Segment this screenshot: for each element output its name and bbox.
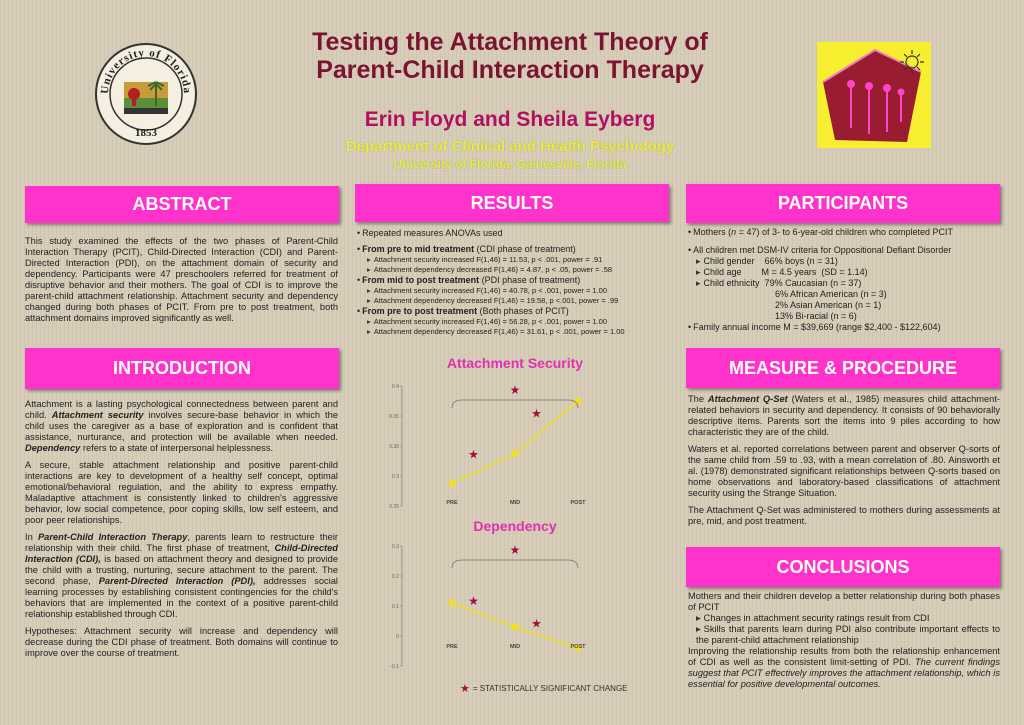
legend-text: = STATISTICALLY SIGNIFICANT CHANGE — [472, 684, 628, 693]
university: University of Florida, Gainesville, Florida — [393, 157, 627, 171]
introduction-header — [25, 348, 339, 389]
participants-ethnicity-4: 13% Bi-racial (n = 6) — [775, 311, 857, 321]
dependency-ytick-label: 0.2 — [392, 574, 399, 580]
dependency-mid-post-star: ★ — [531, 616, 542, 631]
conclusions-sub-1: ▸ Changes in attachment security ratings result from CDI — [688, 613, 1000, 624]
participants-ethnicity-1: ▸ Child ethnicity 79% Caucasian (n = 37) — [688, 278, 1008, 289]
dependency-point-pre — [449, 600, 455, 606]
university-seal — [94, 42, 198, 146]
measure-paragraph-1: The Attachment Q-Set (Waters et al., 1985) measures child attachment-related behaviors in security and dependency. It consists of 90 behaviorally descriptive items. Parents sort the items into 9 piles according to how characteristic they are of the child. — [688, 394, 1000, 437]
results-item-3: • From mid to post treatment (PDI phase of treatment) — [357, 275, 677, 286]
results-list — [357, 228, 677, 337]
introduction-heading: INTRODUCTION — [113, 358, 251, 378]
participants-gender: ▸ Child gender 66% boys (n = 31) — [688, 256, 1008, 267]
security-pre-post-bracket — [452, 400, 578, 408]
dependency-pre-mid-star: ★ — [468, 594, 479, 608]
participants-header — [686, 184, 1000, 223]
conclusions-body — [688, 591, 1000, 690]
intro-paragraph-4: Hypotheses: Attachment security will increase and dependency will decrease during the CDI phase of treatment. Both domains will continue to improve over the course of treatment. — [25, 626, 338, 658]
security-xtick-label: MID — [509, 500, 521, 506]
title-line-1: Testing the Attachment Theory of — [312, 28, 708, 56]
star-icon: ★ — [460, 683, 470, 695]
results-sub-4: ▸ Attachment dependency decreased F(1,46) = 19.58, p <.001, power = .99 — [357, 296, 677, 306]
results-header — [355, 184, 669, 222]
participants-ethnicity-3: 2% Asian American (n = 1) — [775, 300, 882, 310]
conclusions-heading: CONCLUSIONS — [776, 556, 910, 577]
security-ytick-label: 0.3 — [392, 474, 399, 480]
participants-body — [688, 227, 1008, 333]
results-item-2: • From pre to mid treatment (CDI phase of treatment) — [357, 244, 677, 255]
dependency-chart-title: Dependency — [473, 518, 557, 534]
results-sub-6: ▸ Attachment dependency decreased F(1,46) = 31.61, p < .001, power = 1.00 — [357, 327, 677, 337]
abstract-header — [25, 186, 339, 223]
dependency-ytick-label: 0.3 — [392, 544, 399, 550]
participants-age: ▸ Child age M = 4.5 years (SD = 1.14) — [688, 267, 1008, 278]
intro-paragraph-2: A secure, stable attachment relationship and positive parent-child interactions are key to development of a healthy self concept, optimal emotional/behavioral regulation, and the ability to express empathy. Maladaptive attachment is consistently linked to children's aggressive behavior, low social competence, poor coping skills, low self esteem, and poor peer relationships. — [25, 460, 338, 525]
dependency-pre-post-bracket — [452, 560, 578, 568]
participants-income: • Family annual income M = $39,669 (range $2,400 - $122,604) — [688, 322, 1008, 333]
dependency-point-mid — [512, 624, 518, 630]
measure-body — [688, 394, 1000, 533]
authors: Erin Floyd and Sheila Eyberg — [364, 108, 656, 131]
dependency-chart — [370, 534, 620, 680]
measure-paragraph-2: Waters et al. reported correlations between parent and observer Q-sorts of the same child from .59 to .93, with a mean correlation of .80. Ainsworth et al. (1978) demonstrated significant relationships between Q-sorts based on home observations and laboratory-based classifications of attachment security using the Strange Situation. — [688, 444, 1000, 498]
security-pre-post-star: ★ — [509, 383, 521, 397]
results-sub-2: ▸ Attachment dependency decreased F(1,46) = 4.87, p < .05, power = .58 — [357, 265, 677, 275]
dependency-xtick-label: MID — [509, 644, 521, 650]
results-sub-1: ▸ Attachment security increased F(1,46) = 11.53, p < .001, power = .91 — [357, 255, 677, 265]
dependency-ytick-label: 0.1 — [392, 604, 399, 610]
security-ytick-label: 0.30 — [389, 444, 399, 450]
participants-line-1: • Mothers (n = 47) of 3- to 6-year-old children who completed PCIT — [688, 227, 1008, 238]
security-ytick-label: 0.35 — [389, 414, 399, 420]
dependency-ytick-label: -0.1 — [390, 664, 399, 670]
intro-paragraph-3: In Parent-Child Interaction Therapy, parents learn to restructure their relationship with their child. The first phase of treatment, Child-Directed Interaction (CDI), is based on attachment theory and designed to provide the child with a trusting, nurturing, secure attachment to the parent. The second phase, Parent-Directed Interaction (PDI), addresses social learning processes by establishing consistent contingencies for the child's behaviors that are implemented in the context of a positive parent-child relationship established through CDI. — [25, 532, 339, 619]
dependency-pre-post-star: ★ — [509, 543, 521, 557]
security-series-line — [452, 401, 578, 484]
conclusions-sub-2: ▸ Skills that parents learn during PDI also contribute important effects to the parent-child attachment relationship — [688, 624, 1000, 646]
security-point-mid — [512, 451, 518, 457]
results-sub-5: ▸ Attachment security increased F(1,46) = 56.28, p < .001, power = 1.00 — [357, 317, 677, 327]
results-item-1: • Repeated measures ANOVAs used — [357, 228, 677, 239]
conclusions-paragraph-1: Mothers and their children develop a better relationship during both phases of PCIT — [688, 591, 1000, 612]
abstract-heading: ABSTRACT — [132, 194, 232, 214]
title-line-2: Parent-Child Interaction Therapy — [316, 56, 704, 84]
introduction-body — [25, 399, 338, 665]
poster-title — [250, 28, 770, 84]
results-heading: RESULTS — [470, 192, 554, 213]
security-xtick-label: PRE — [446, 500, 458, 506]
seal-year: 1853 — [135, 127, 157, 139]
measure-heading: MEASURE & PROCEDURE — [728, 357, 958, 378]
security-point-pre — [449, 481, 455, 487]
measure-paragraph-3: The Attachment Q-Set was administered to mothers during assessments at pre, mid, and post treatment. — [688, 505, 1000, 526]
conclusions-paragraph-2: Improving the relationship results from both the relationship enhancement of CDI as well as the consistent limit-setting of PDI. The current findings suggest that PCIT effectively improves the attachment relationship, which is essential for positive developmental outcomes. — [688, 646, 1000, 689]
results-item-4: • From pre to post treatment (Both phases of PCIT) — [357, 306, 677, 317]
participants-line-2: • All children met DSM-IV criteria for Oppositional Defiant Disorder — [688, 245, 1008, 256]
department: Department of Clinical and Health Psychology — [345, 138, 675, 155]
security-xtick-label: POST — [570, 500, 586, 506]
dependency-xtick-label: POST — [570, 644, 586, 650]
pcit-logo — [817, 42, 931, 148]
participants-ethnicity-2: 6% African American (n = 3) — [775, 289, 887, 299]
security-chart — [370, 374, 620, 520]
security-pre-mid-star: ★ — [468, 447, 479, 462]
abstract-text: This study examined the effects of the two phases of Parent-Child Interaction Therapy (PCIT), Child-Directed Interaction (CDI) and Parent-Directed Interaction (PDI), on the attachment domain of security and dependency. Participants were 47 preschoolers referred for treatment of disruptive behavior and their mothers. The goal of CDI is to improve the parent-child attachment relationship. Attachment security and dependency changed during both phases of PCIT. From pre to post treatment, both attachment domains improved significantly as well. — [25, 236, 338, 323]
security-mid-post-star: ★ — [531, 406, 542, 421]
results-sub-3: ▸ Attachment security increased F(1,46) = 40.78, p < .001, power = 1.00 — [357, 286, 677, 296]
significance-legend — [460, 682, 628, 695]
security-point-post — [575, 398, 581, 404]
measure-header — [686, 348, 1000, 388]
dependency-xtick-label: PRE — [446, 644, 458, 650]
participants-heading: PARTICIPANTS — [777, 193, 909, 213]
seal-text: University of Florida — [98, 46, 194, 95]
intro-paragraph-1: Attachment is a lasting psychological connectedness between parent and child. Attachment security involves secure-base behavior in which the child uses the caregiver as a base of exploration and is confident that assistance, nurturance, and protection will be available when needed. Dependency refers to a state of interpersonal helplessness. — [25, 399, 338, 453]
security-ytick-label: 0.4 — [392, 384, 399, 390]
security-ytick-label: 0.25 — [389, 504, 399, 510]
dependency-ytick-label: 0 — [396, 634, 399, 640]
security-chart-title: Attachment Security — [446, 355, 584, 371]
conclusions-header — [686, 547, 1000, 587]
